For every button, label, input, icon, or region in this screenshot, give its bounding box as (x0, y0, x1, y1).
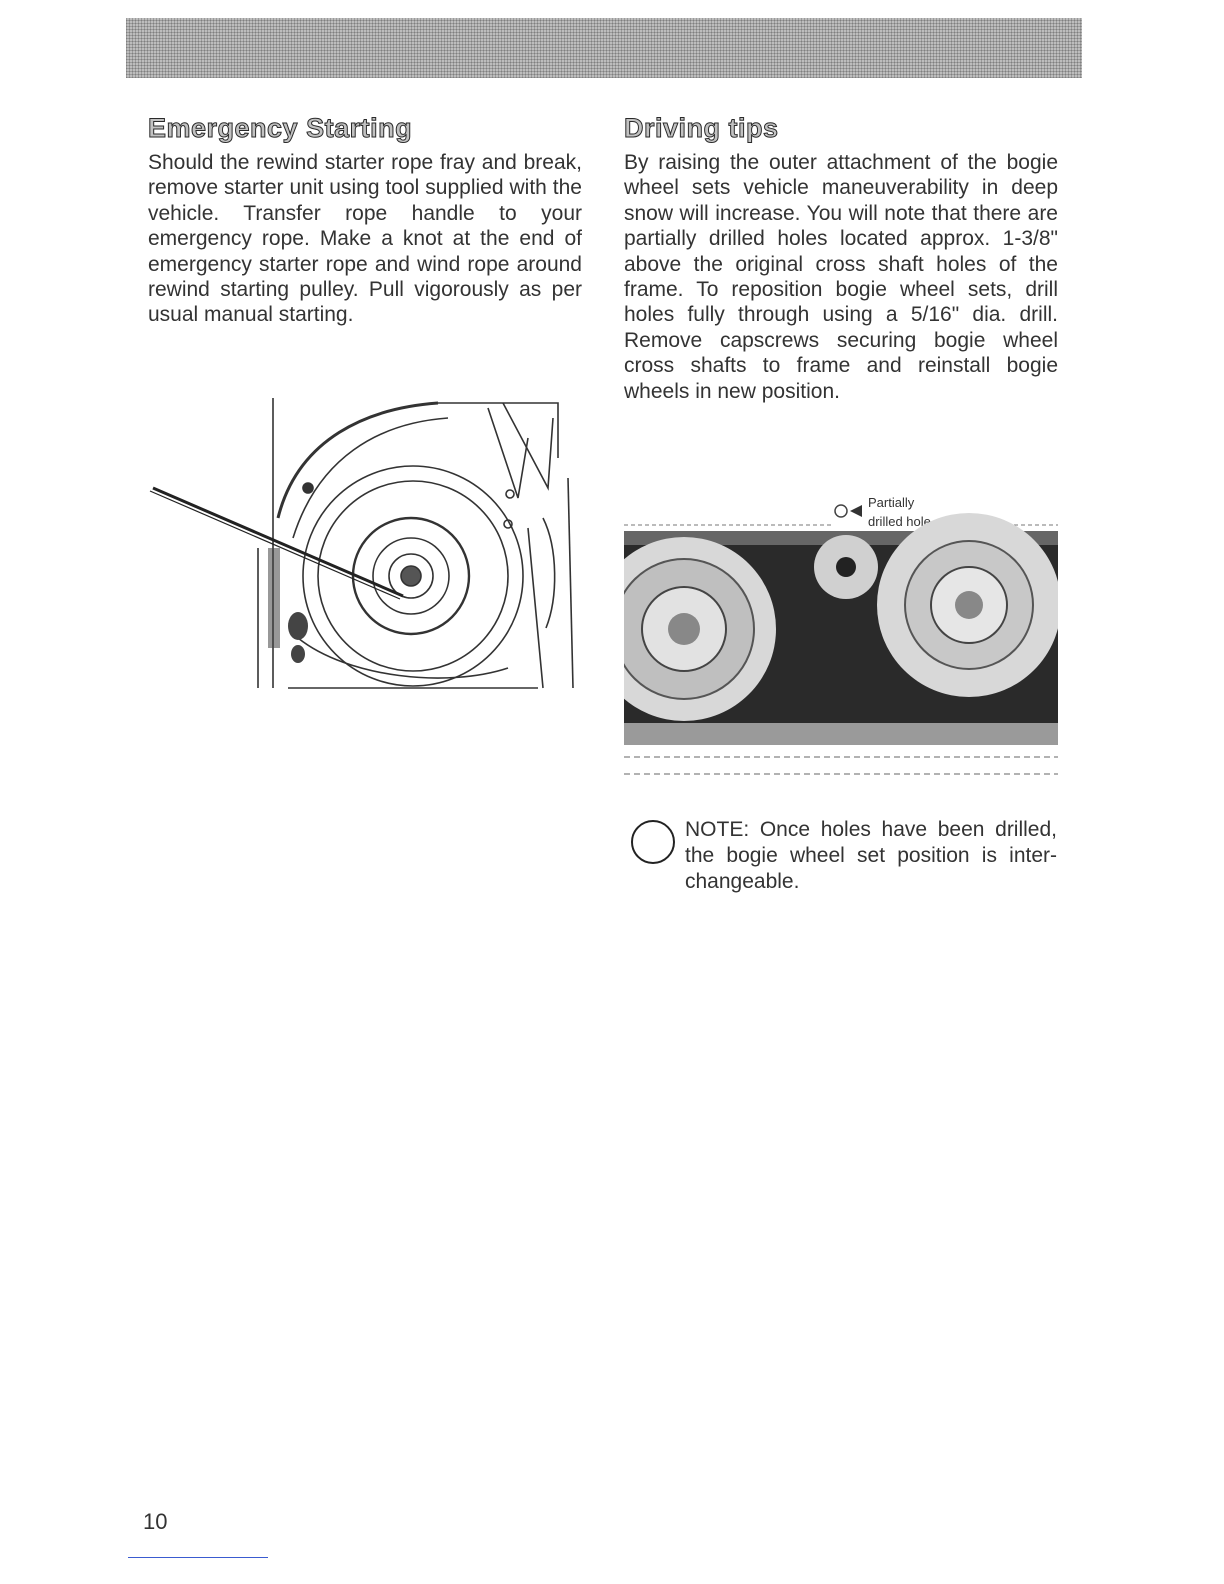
note-text (685, 817, 1057, 895)
emergency-starting-text: Should the rewind starter rope fray and break, remove starter unit using tool supplied with the vehicle. Transfer rope handle to your emergency rope. Make a knot at the end of emergency starter rope and wind rope around rewind starting pulley. Pull vigorously as per usual manual starting. (148, 151, 582, 327)
note-circle-icon (626, 815, 680, 869)
starter-pulley-illustration (148, 398, 582, 698)
note-body: Once holes have been drilled, the bogie wheel set position is inter-changeable. (685, 818, 1057, 893)
hole-marker-icon (835, 505, 847, 517)
page-number: 10 (143, 1509, 168, 1534)
note-label: NOTE: (685, 818, 750, 841)
arrow-icon (850, 505, 862, 517)
callout-drilled-hole: drilled hole (868, 514, 931, 529)
driving-tips-text: By raising the outer attachment of the bogie wheel sets vehicle maneuverability in deep snow will increase. You will note that there are partially drilled holes located approx. 1-3/8" above the original cross shaft holes of the frame. To reposition bogie wheel sets, drill holes fully through using a 5/16" dia. drill. Remove capscrews securing bogie wheel cross shafts to frame and reinstall bogie wheels in new position. (624, 151, 1058, 403)
emergency-starting-title: Emergency Starting (148, 113, 413, 143)
callout-partially: Partially (868, 495, 915, 510)
bogie-wheels-photo (624, 487, 1058, 783)
header-band (126, 18, 1082, 78)
footer-rule (128, 1557, 268, 1558)
driving-tips-title: Driving tips (624, 113, 779, 143)
